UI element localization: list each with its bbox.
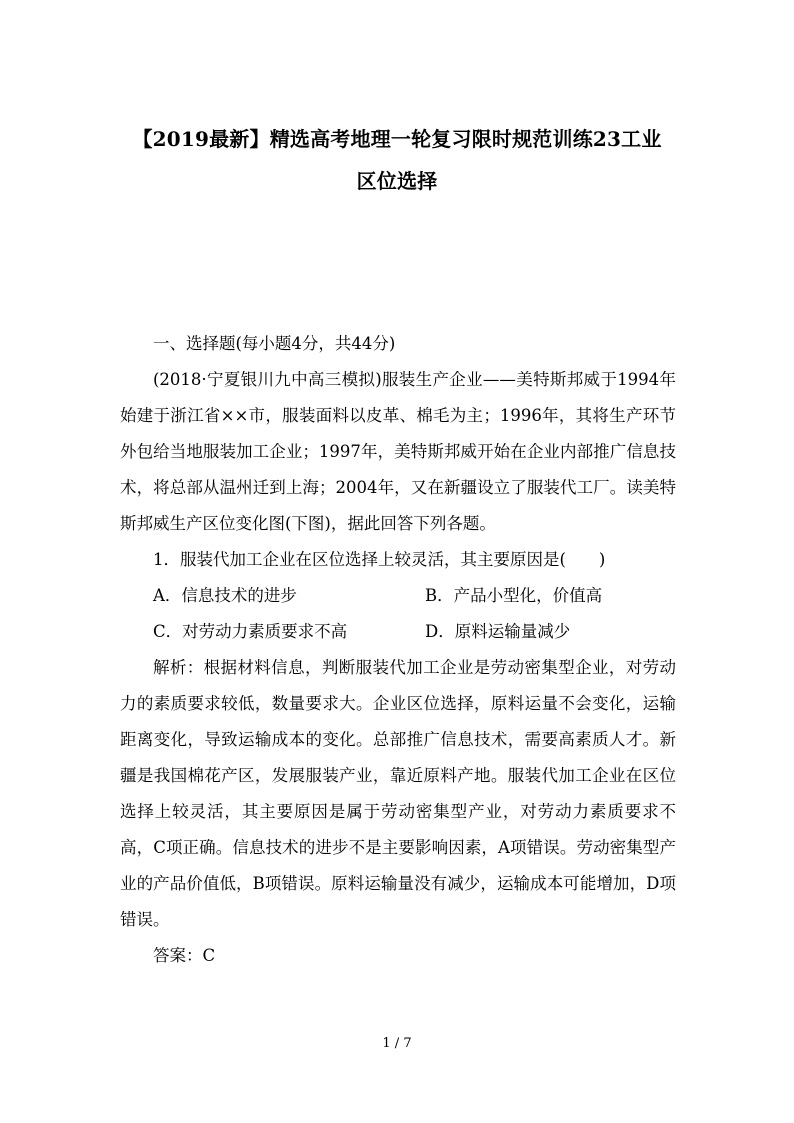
question-1-stem: 1．服装代加工企业在区位选择上较灵活，其主要原因是( ) [153,550,606,569]
page-number: 1 / 7 [382,1036,412,1051]
document-title [110,118,684,202]
answer-line: 答案：C [153,946,216,965]
option-b: B．产品小型化，价值高 [425,586,603,605]
analysis-paragraph: 解析：根据材料信息，判断服装代加工企业是劳动密集型企业，对劳动力的素质要求较低，数量要求大。企业区位选择，原料运量不会变化，运输距离变化，导致运输成本的变化。总部推广信息技术，需要高素质人才。新疆是我国棉花产区，发展服装产业，靠近原料产地。服装代加工企业在区位选择上较灵活，其主要原因是属于劳动密集型产业，对劳动力素质要求不高，C项正确。信息技术的进步不是主要影响因素，A项错误。劳动密集型产业的产品价值低，B项错误。原料运输量没有减少，运输成本可能增加，D项错误。 [120,658,676,929]
option-d: D．原料运输量减少 [425,622,571,641]
section-heading: 一、选择题(每小题4分，共44分) [153,334,396,353]
document-body [120,326,676,974]
question-1-options [120,578,676,650]
title-line-1: 【2019最新】精选高考地理一轮复习限时规范训练23工业 [132,127,662,151]
option-a: A．信息技术的进步 [153,586,297,605]
title-line-2: 区位选择 [356,169,438,193]
option-c: C．对劳动力素质要求不高 [153,622,348,641]
intro-paragraph: (2018·宁夏银川九中高三模拟)服装生产企业——美特斯邦威于1994年始建于浙江省××市，服装面料以皮革、棉毛为主；1996年，其将生产环节外包给当地服装加工企业；1997年，美特斯邦威开始在企业内部推广信息技术，将总部从温州迁到上海；2004年，又在新疆设立了服装代工厂。读美特斯邦威生产区位变化图(下图)，据此回答下列各题。 [120,370,676,533]
